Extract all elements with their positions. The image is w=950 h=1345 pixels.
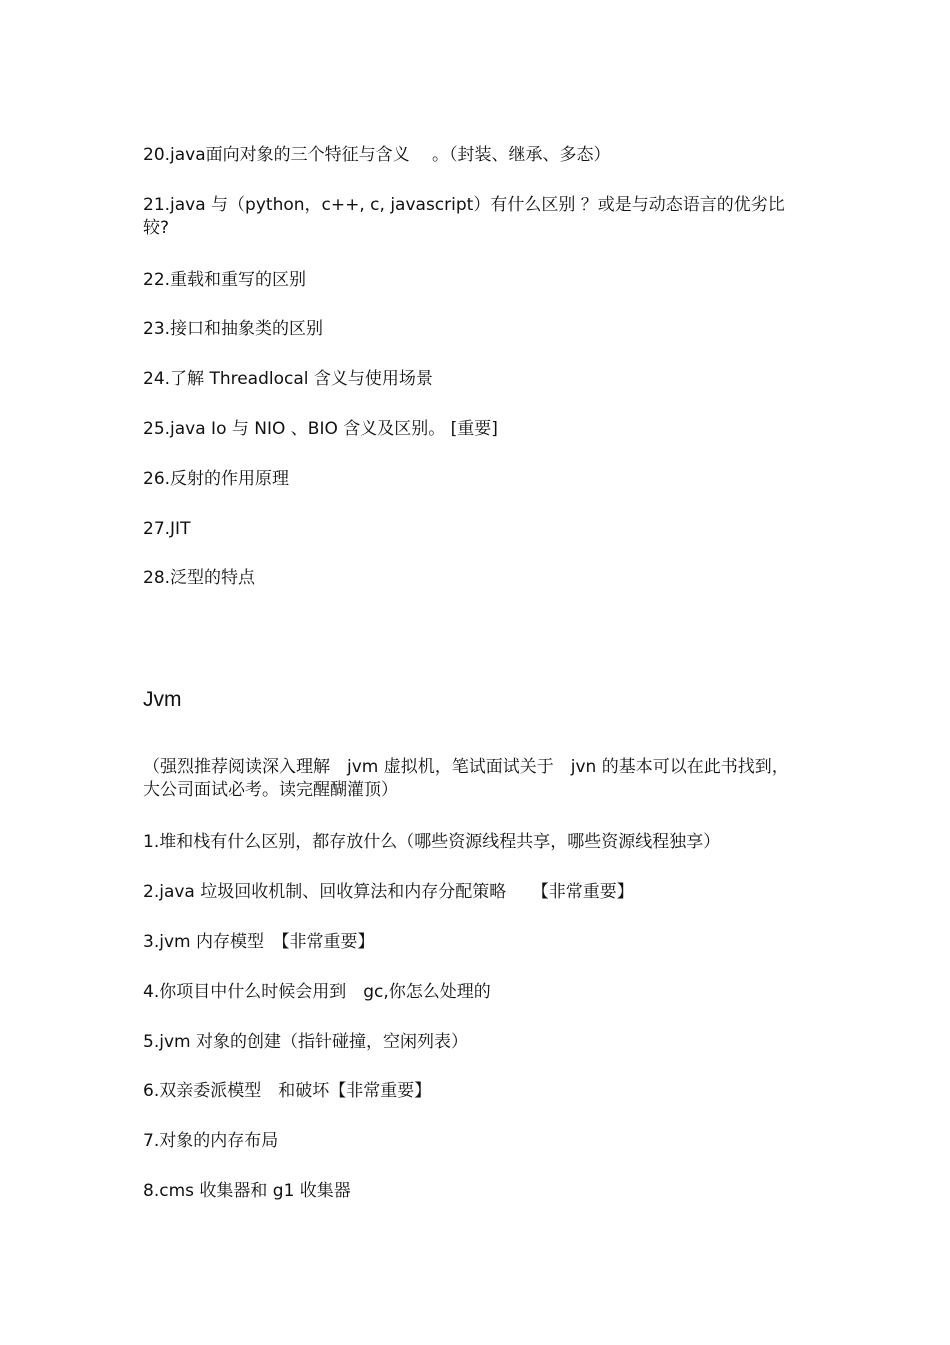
section-heading-jvm: Jvm — [143, 688, 182, 711]
question-27: 27.JIT — [143, 519, 191, 539]
question-25: 25.java Io 与 NIO 、BIO 含义及区别。 [重要] — [143, 419, 498, 439]
question-24: 24.了解 Threadlocal 含义与使用场景 — [143, 369, 433, 389]
jvm-question-6: 6.双亲委派模型 和破坏【非常重要】 — [143, 1081, 432, 1101]
jvm-question-3: 3.jvm 内存模型 【非常重要】 — [143, 932, 375, 952]
question-23: 23.接口和抽象类的区别 — [143, 319, 324, 339]
question-26: 26.反射的作用原理 — [143, 469, 290, 489]
question-22: 22.重载和重写的区别 — [143, 270, 307, 290]
question-20: 20.java面向对象的三个特征与含义 。（封装、继承、多态） — [143, 145, 611, 165]
jvm-question-4: 4.你项目中什么时候会用到 gc,你怎么处理的 — [143, 982, 491, 1002]
question-21: 21.java 与（python，c++, c, javascript）有什么区别 ？或是与动态语言的优劣比较? — [143, 195, 785, 238]
jvm-question-1: 1.堆和栈有什么区别，都存放什么（哪些资源线程共享，哪些资源线程独享） — [143, 832, 721, 852]
jvm-question-2: 2.java 垃圾回收机制、回收算法和内存分配策略 【非常重要】 — [143, 882, 634, 902]
question-28: 28.泛型的特点 — [143, 568, 256, 588]
jvm-intro: （强烈推荐阅读深入理解 jvm 虚拟机，笔试面试关于 jvn 的基本可以在此书找到，大公司面试必考。读完醒醐灌顶） — [143, 757, 789, 800]
jvm-question-7: 7.对象的内存布局 — [143, 1131, 279, 1151]
jvm-question-8: 8.cms 收集器和 g1 收集器 — [143, 1181, 351, 1201]
jvm-question-5: 5.jvm 对象的创建（指针碰撞，空闲列表） — [143, 1032, 468, 1052]
